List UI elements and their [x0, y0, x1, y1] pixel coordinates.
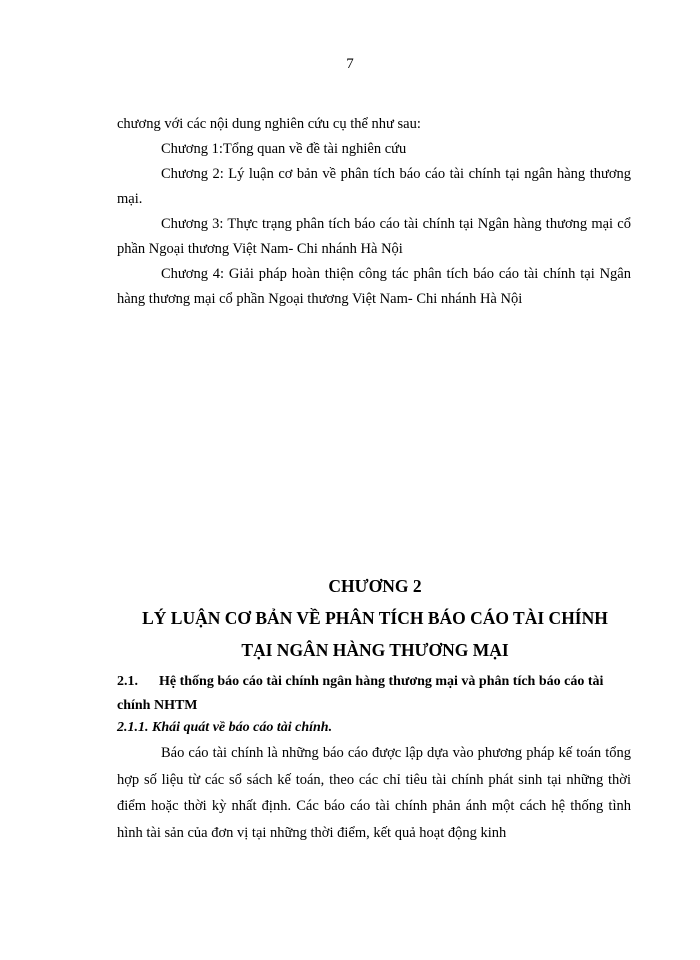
section-2-1-1-title: Khái quát về báo cáo tài chính. [152, 720, 333, 735]
chapter-title-line-1: LÝ LUẬN CƠ BẢN VỀ PHÂN TÍCH BÁO CÁO TÀI CHÍNH [142, 608, 608, 628]
section-2-1-heading [117, 670, 631, 718]
section-2-1-title: Hệ thống báo cáo tài chính ngân hàng thương mại và phân tích báo cáo tài chính NHTM [117, 674, 604, 713]
chapter-title-line-2: TẠI NGÂN HÀNG THƯƠNG MẠI [241, 640, 509, 660]
chapter-2-summary: Chương 2: Lý luận cơ bản về phân tích báo cáo tài chính tại ngân hàng thương mại. [117, 166, 631, 207]
chapter-3-summary: Chương 3: Thực trạng phân tích báo cáo tài chính tại Ngân hàng thương mại cổ phần Ngoại thương Việt Nam- Chi nhánh Hà Nội [117, 216, 631, 257]
body-text [117, 740, 631, 846]
overview-lead: chương với các nội dung nghiên cứu cụ thể như sau: [117, 116, 421, 132]
chapter-number: CHƯƠNG 2 [328, 576, 422, 596]
section-2-1-number: 2.1. [117, 674, 138, 689]
body-paragraph: Báo cáo tài chính là những báo cáo được lập dựa vào phương pháp kế toán tổng hợp số liệu từ các sổ sách kế toán, theo các chỉ tiêu tài chính phát sinh tại những thời điểm hoặc thời kỳ nhất định. Các báo cáo tài chính phản ánh một cách hệ thống tình hình tài sản của đơn vị tại những thời điểm, kết quả hoạt động kinh [117, 745, 631, 841]
page-number: 7 [346, 56, 354, 72]
section-2-1-1-number: 2.1.1. [117, 720, 149, 735]
chapter-4-summary: Chương 4: Giải pháp hoàn thiện công tác phân tích báo cáo tài chính tại Ngân hàng thương mại cổ phần Ngoại thương Việt Nam- Chi nhánh Hà Nội [117, 266, 631, 307]
chapter-1-summary: Chương 1:Tổng quan về đề tài nghiên cứu [161, 141, 407, 157]
chapter-heading [80, 575, 670, 666]
section-2-1-1-heading [117, 716, 631, 740]
chapter-overview [117, 112, 631, 312]
